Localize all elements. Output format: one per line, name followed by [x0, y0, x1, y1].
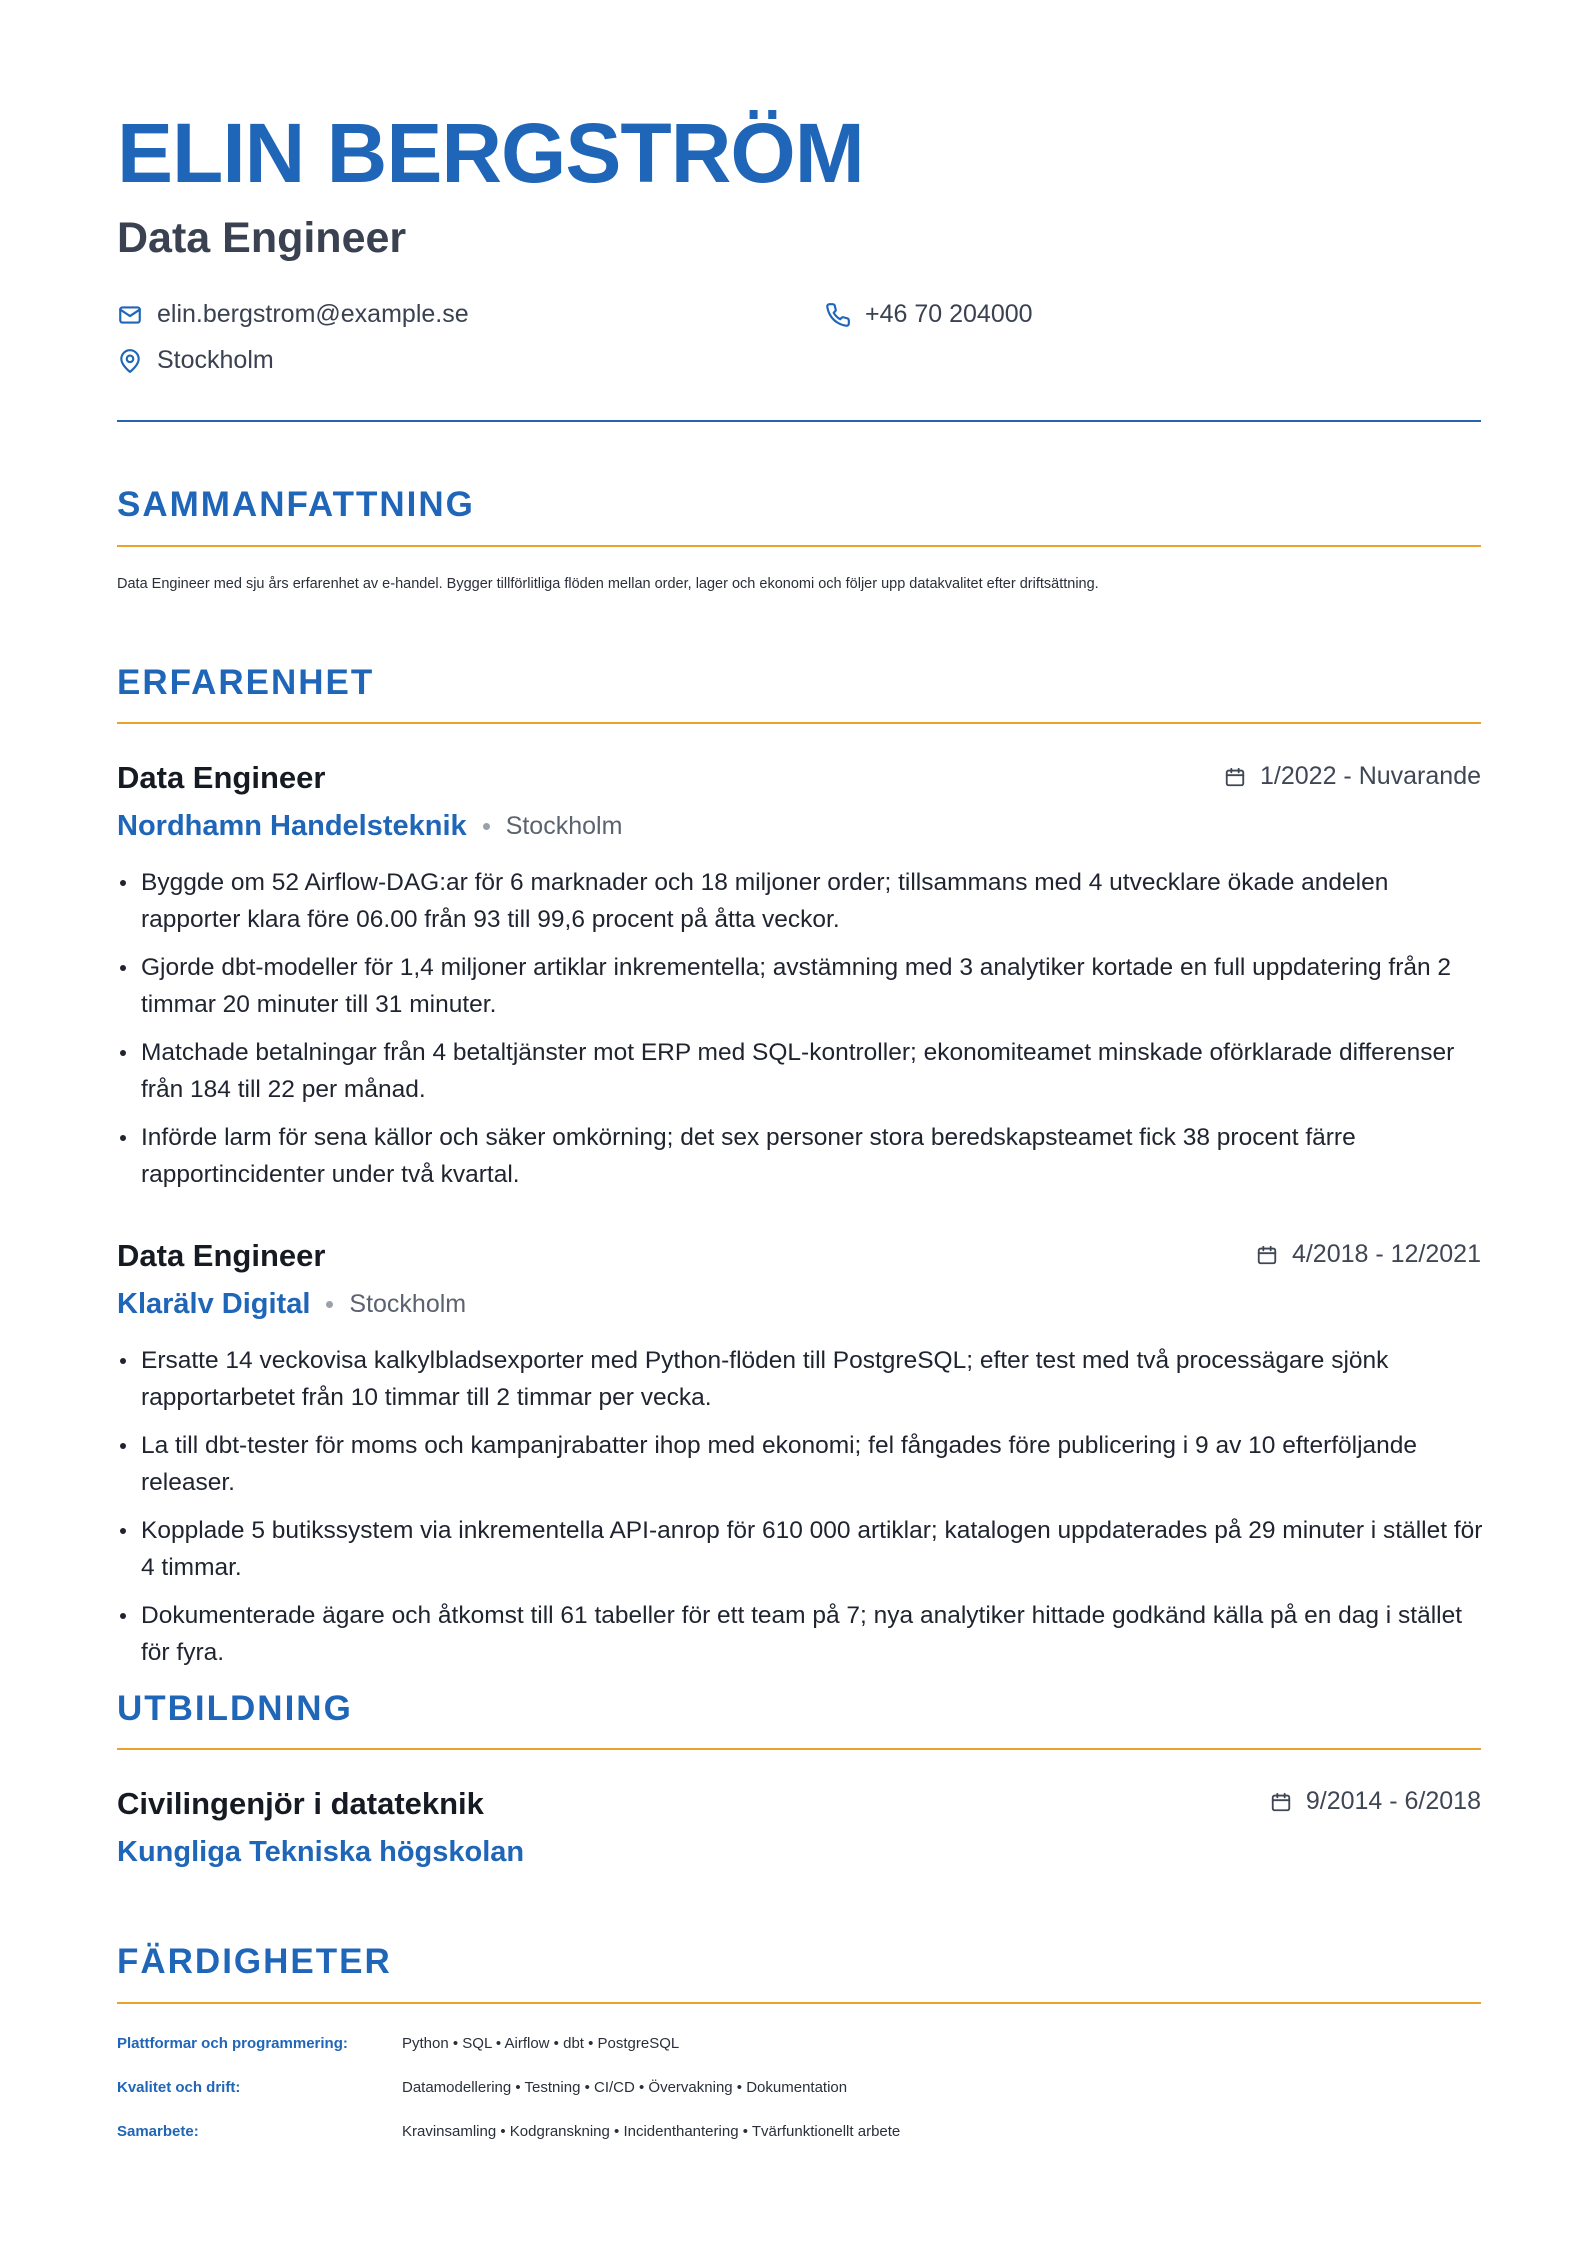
skill-row	[117, 2035, 679, 2052]
bullet-item: Dokumenterade ägare och åtkomst till 61 tabeller för ett team på 7; nya analytiker hittade godkänd källa på en dag i stället för fyra.	[117, 1597, 1487, 1671]
job-bullet-list	[117, 1342, 1487, 1682]
location-pin-icon	[117, 348, 143, 374]
job-location: Stockholm	[505, 812, 623, 840]
education-dates	[1270, 1787, 1481, 1816]
school-name: Kungliga Tekniska högskolan	[117, 1836, 525, 1868]
bullet-item: Ersatte 14 veckovisa kalkylbladsexporter med Python-flöden till PostgreSQL; efter test med två processägare sjönk rapportarbetet från 10 timmar till 2 timmar per vecka.	[117, 1342, 1487, 1416]
contact-phone[interactable]	[825, 300, 1033, 329]
job-dates	[1256, 1240, 1481, 1269]
summary-heading: SAMMANFATTNING	[117, 485, 475, 524]
skill-category: Samarbete:	[117, 2123, 199, 2140]
company-name: Klarälv Digital	[117, 1288, 311, 1320]
experience-heading: ERFARENHET	[117, 663, 375, 702]
job-location: Stockholm	[349, 1290, 467, 1318]
calendar-icon	[1224, 766, 1246, 788]
job-company-line	[117, 1288, 466, 1321]
skill-values: Python • SQL • Airflow • dbt • PostgreSQL	[402, 2035, 680, 2052]
separator-dot	[483, 823, 490, 830]
candidate-role: Data Engineer	[117, 214, 407, 262]
skills-heading: FÄRDIGHETER	[117, 1942, 392, 1981]
experience-divider	[117, 722, 1481, 724]
bullet-item: Gjorde dbt-modeller för 1,4 miljoner artiklar inkrementella; avstämning med 3 analytiker kortade en full uppdatering från 2 timmar 20 minuter till 31 minuter.	[117, 949, 1487, 1023]
job-dates-text: 1/2022 - Nuvarande	[1260, 762, 1481, 790]
candidate-name: ELIN BERGSTRÖM	[117, 106, 864, 200]
header-divider	[117, 420, 1481, 422]
bullet-item: Byggde om 52 Airflow-DAG:ar för 6 marknader och 18 miljoner order; tillsammans med 4 utvecklare ökade andelen rapporter klara före 06.00 från 93 till 99,6 procent på åtta veckor.	[117, 864, 1487, 938]
bullet-item: Kopplade 5 butikssystem via inkrementella API-anrop för 610 000 artiklar; katalogen uppdaterades på 29 minuter i stället för 4 timmar.	[117, 1512, 1487, 1586]
skill-row	[117, 2123, 900, 2140]
school-line	[117, 1836, 524, 1869]
separator-dot	[326, 1301, 333, 1308]
education-divider	[117, 1748, 1481, 1750]
mail-icon	[117, 302, 143, 328]
skill-values: Kravinsamling • Kodgranskning • Incidenthantering • Tvärfunktionellt arbete	[402, 2123, 901, 2140]
email-text: elin.bergstrom@example.se	[157, 300, 469, 328]
phone-text: +46 70 204000	[865, 300, 1033, 328]
education-heading: UTBILDNING	[117, 1689, 353, 1728]
skill-category: Kvalitet och drift:	[117, 2079, 241, 2096]
bullet-item: Matchade betalningar från 4 betaltjänster mot ERP med SQL-kontroller; ekonomiteamet minskade oförklarade differenser från 184 till 22 per månad.	[117, 1034, 1487, 1108]
skill-values: Datamodellering • Testning • CI/CD • Övervakning • Dokumentation	[402, 2079, 848, 2096]
calendar-icon	[1270, 1791, 1292, 1813]
summary-text: Data Engineer med sju års erfarenhet av e-handel. Bygger tillförlitliga flöden mellan order, lager och ekonomi och följer upp datakvalitet efter driftsättning.	[117, 576, 1099, 592]
education-dates-text: 9/2014 - 6/2018	[1305, 1787, 1481, 1815]
bullet-item: Införde larm för sena källor och säker omkörning; det sex personer stora beredskapsteamet fick 38 procent färre rapportincidenter under två kvartal.	[117, 1119, 1487, 1193]
calendar-icon	[1256, 1244, 1278, 1266]
summary-divider	[117, 545, 1481, 547]
job-company-line	[117, 810, 622, 843]
job-dates	[1224, 762, 1481, 791]
bullet-item: La till dbt-tester för moms och kampanjrabatter ihop med ekonomi; fel fångades före publicering i 9 av 10 efterföljande releaser.	[117, 1427, 1487, 1501]
job-title: Data Engineer	[117, 1238, 326, 1273]
contact-location	[117, 346, 274, 375]
degree-title: Civilingenjör i datateknik	[117, 1786, 484, 1821]
job-bullet-list	[117, 864, 1487, 1204]
skill-category: Plattformar och programmering:	[117, 2035, 348, 2052]
location-text: Stockholm	[157, 346, 274, 374]
contact-email[interactable]	[117, 300, 469, 329]
company-name: Nordhamn Handelsteknik	[117, 810, 467, 842]
job-title: Data Engineer	[117, 760, 326, 795]
skills-divider	[117, 2002, 1481, 2004]
job-dates-text: 4/2018 - 12/2021	[1291, 1240, 1481, 1268]
phone-icon	[825, 302, 851, 328]
skill-row	[117, 2079, 847, 2096]
